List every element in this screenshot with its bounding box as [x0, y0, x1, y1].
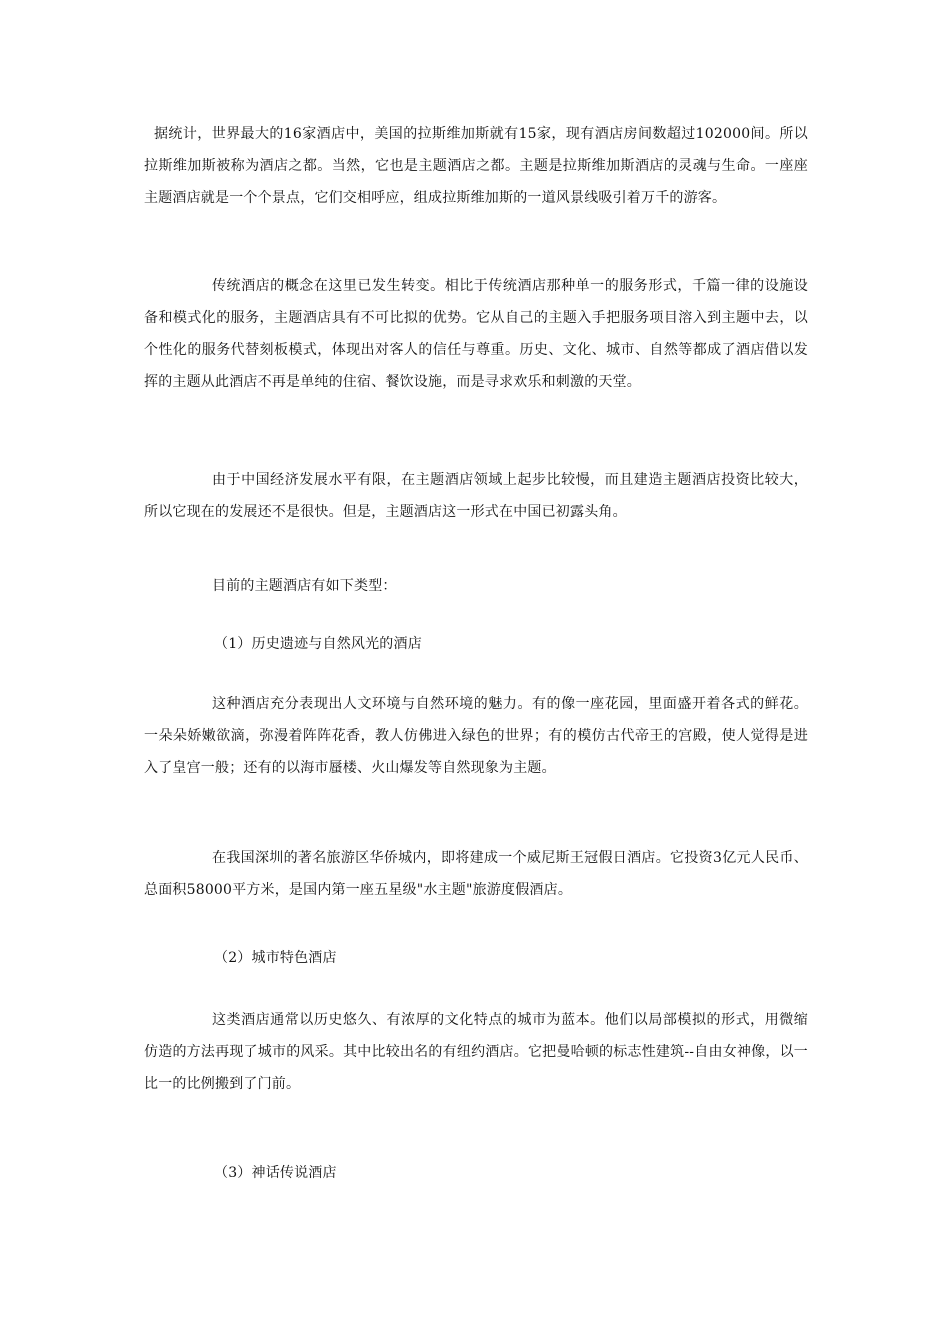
heading-type-2: （2）城市特色酒店 [214, 950, 337, 966]
paragraph-shenzhen-venice-hotel: 在我国深圳的著名旅游区华侨城内，即将建成一个威尼斯王冠假日酒店。它投资3亿元人民币、总面积58000平方米，是国内第一座五星级"水主题"旅游度假酒店。 [144, 850, 808, 898]
paragraph-las-vegas-intro: 据统计，世界最大的16家酒店中，美国的拉斯维加斯就有15家，现有酒店房间数超过102000间。所以拉斯维加斯被称为酒店之都。当然，它也是主题酒店之都。主题是拉斯维加斯酒店的灵魂与生命。一座座主题酒店就是一个个景点，它们交相呼应，组成拉斯维加斯的一道风景线吸引着万千的游客。 [144, 126, 808, 206]
paragraph-type-2-description: 这类酒店通常以历史悠久、有浓厚的文化特点的城市为蓝本。他们以局部模拟的形式，用微缩仿造的方法再现了城市的风采。其中比较出名的有纽约酒店。它把曼哈顿的标志性建筑--自由女神像，以一比一的比例搬到了门前。 [144, 1012, 808, 1092]
heading-type-1: （1）历史遗迹与自然风光的酒店 [214, 636, 422, 652]
heading-type-3: （3）神话传说酒店 [214, 1165, 337, 1181]
paragraph-concept-change: 传统酒店的概念在这里已发生转变。相比于传统酒店那种单一的服务形式，千篇一律的设施设备和模式化的服务，主题酒店具有不可比拟的优势。它从自己的主题入手把服务项目溶入到主题中去，以个性化的服务代替刻板模式，体现出对客人的信任与尊重。历史、文化、城市、自然等都成了酒店借以发挥的主题从此酒店不再是单纯的住宿、餐饮设施，而是寻求欢乐和刺激的天堂。 [144, 278, 808, 390]
paragraph-china-development: 由于中国经济发展水平有限，在主题酒店领域上起步比较慢，而且建造主题酒店投资比较大，所以它现在的发展还不是很快。但是，主题酒店这一形式在中国已初露头角。 [144, 472, 808, 520]
paragraph-types-intro: 目前的主题酒店有如下类型： [212, 578, 397, 594]
paragraph-type-1-description: 这种酒店充分表现出人文环境与自然环境的魅力。有的像一座花园，里面盛开着各式的鲜花。一朵朵娇嫩欲滴，弥漫着阵阵花香，教人仿佛进入绿色的世界；有的模仿古代帝王的宫殿，使人觉得是进入了皇宫一般；还有的以海市蜃楼、火山爆发等自然现象为主题。 [144, 696, 808, 776]
